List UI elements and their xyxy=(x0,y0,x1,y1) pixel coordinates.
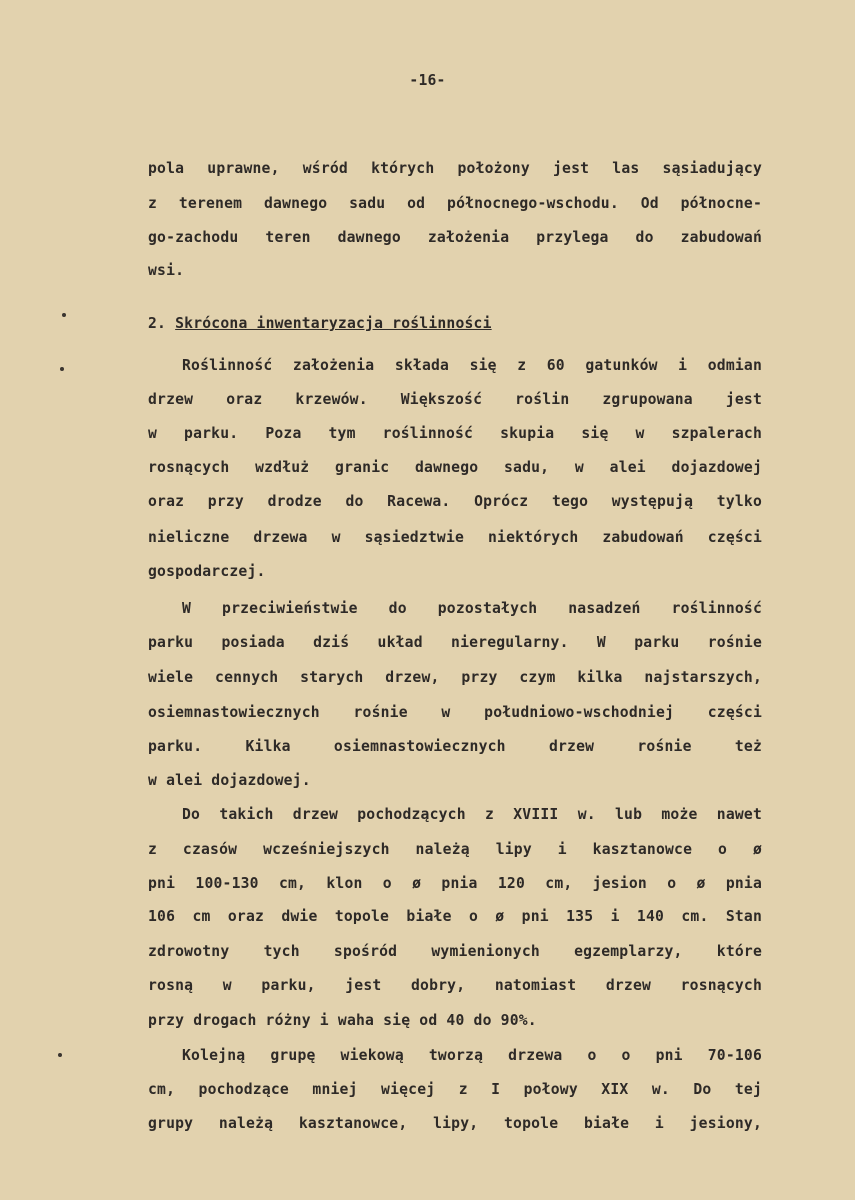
text-line: rosną w parku, jest dobry, natomiast drzew rosnących xyxy=(148,977,762,994)
text-line: grupy należą kasztanowce, lipy, topole białe i jesiony, xyxy=(148,1115,762,1132)
text-line: parku posiada dziś układ nieregularny. W parku rośnie xyxy=(148,634,762,651)
text-line: pola uprawne, wśród których położony jest las sąsiadujący xyxy=(148,160,762,177)
margin-mark xyxy=(58,1053,62,1057)
text-line: cm, pochodzące mniej więcej z I połowy XIX w. Do tej xyxy=(148,1081,762,1098)
section-number: 2. xyxy=(148,315,167,332)
text-line: wiele cennych starych drzew, przy czym kilka najstarszych, xyxy=(148,669,762,686)
text-line: W przeciwieństwie do pozostałych nasadzeń roślinność xyxy=(182,600,762,617)
text-line: 106 cm oraz dwie topole białe o ø pni 135 i 140 cm. Stan xyxy=(148,908,762,925)
text-line: drzew oraz krzewów. Większość roślin zgrupowana jest xyxy=(148,391,762,408)
text-line: pni 100-130 cm, klon o ø pnia 120 cm, jesion o ø pnia xyxy=(148,875,762,892)
text-line: w alei dojazdowej. xyxy=(148,772,311,789)
text-line: z czasów wcześniejszych należą lipy i kasztanowce o ø xyxy=(148,841,762,858)
margin-mark xyxy=(62,313,66,317)
section-title: Skrócona inwentaryzacja roślinności xyxy=(175,315,492,332)
text-line: wsi. xyxy=(148,262,185,279)
text-line: parku. Kilka osiemnastowiecznych drzew rośnie też xyxy=(148,738,762,755)
text-line: rosnących wzdłuż granic dawnego sadu, w alei dojazdowej xyxy=(148,459,762,476)
margin-mark xyxy=(60,367,64,371)
text-line: w parku. Poza tym roślinność skupia się w szpalerach xyxy=(148,425,762,442)
page-number: -16- xyxy=(409,72,446,89)
text-line: nieliczne drzewa w sąsiedztwie niektórych zabudowań części xyxy=(148,529,762,546)
text-line: oraz przy drodze do Racewa. Oprócz tego występują tylko xyxy=(148,493,762,510)
text-line: zdrowotny tych spośród wymienionych egzemplarzy, które xyxy=(148,943,762,960)
section-heading xyxy=(148,315,492,332)
text-line: Do takich drzew pochodzących z XVIII w. lub może nawet xyxy=(182,806,762,823)
text-line: osiemnastowiecznych rośnie w południowo-wschodniej części xyxy=(148,704,762,721)
text-line: przy drogach różny i waha się od 40 do 90%. xyxy=(148,1012,537,1029)
text-line: Roślinność założenia składa się z 60 gatunków i odmian xyxy=(182,357,762,374)
text-line: Kolejną grupę wiekową tworzą drzewa o o pni 70-106 xyxy=(182,1047,762,1064)
text-line: gospodarczej. xyxy=(148,563,266,580)
text-line: z terenem dawnego sadu od północnego-wschodu. Od północne- xyxy=(148,195,762,212)
text-line: go-zachodu teren dawnego założenia przylega do zabudowań xyxy=(148,229,762,246)
